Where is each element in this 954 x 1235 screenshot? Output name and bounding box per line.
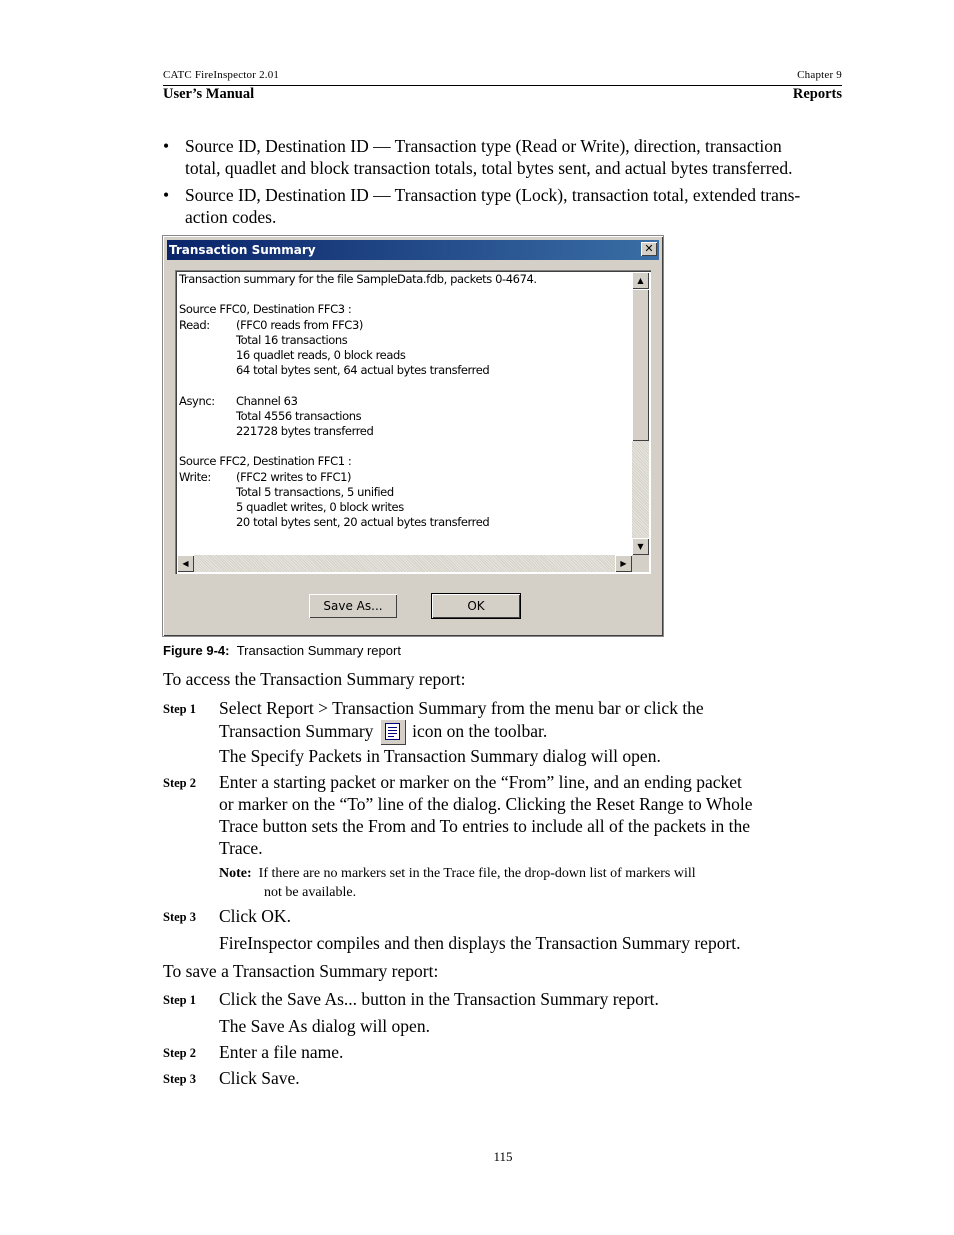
- bullet-glyph: •: [163, 185, 170, 205]
- scroll-up-icon[interactable]: ▲: [632, 272, 649, 289]
- bullet-line: total, quadlet and block transaction totals, total bytes sent, and actual bytes transferred.: [185, 158, 793, 178]
- step-result: The Save As dialog will open.: [219, 1016, 430, 1036]
- bullet-item: [185, 184, 800, 228]
- summary-line-label: Write:: [179, 469, 211, 484]
- bullet-line: Source ID, Destination ID — Transaction type (Lock), transaction total, extended trans-: [185, 185, 801, 205]
- step-result: FireInspector compiles and then displays the Transaction Summary report.: [219, 933, 741, 953]
- dialog-title-bar: [167, 240, 659, 260]
- summary-line: [179, 363, 489, 378]
- transaction-summary-dialog: [162, 235, 664, 637]
- bullet-item: [185, 135, 792, 179]
- step-line: Select Report > Transaction Summary from the menu bar or click the: [219, 698, 704, 718]
- header-chapter: Chapter 9: [797, 69, 842, 81]
- note-text: If there are no markers set in the Trace file, the drop-down list of markers will: [258, 866, 696, 881]
- horizontal-scrollbar[interactable]: [177, 555, 632, 572]
- figure-label: Figure 9-4:: [163, 643, 230, 658]
- step-text: Click OK.: [219, 906, 291, 926]
- summary-line: [179, 272, 537, 287]
- header-manual: User’s Manual: [163, 86, 255, 102]
- summary-line-text: 16 quadlet reads, 0 block reads: [236, 348, 406, 362]
- summary-text-area[interactable]: [175, 270, 651, 574]
- summary-line: [179, 500, 404, 515]
- header-rule: [163, 85, 842, 86]
- summary-line-text: 5 quadlet writes, 0 block writes: [236, 500, 404, 514]
- summary-line-text: Total 16 transactions: [236, 332, 348, 347]
- summary-line-text: (FFC2 writes to FFC1): [236, 469, 352, 484]
- step-label: Step 2: [163, 1046, 196, 1060]
- step-line: or marker on the “To” line of the dialog. Clicking the Reset Range to Whole: [219, 794, 753, 814]
- step-result: The Specify Packets in Transaction Summary dialog will open.: [219, 746, 661, 766]
- note-label: Note:: [219, 866, 252, 881]
- figure-text: Transaction Summary report: [236, 643, 401, 658]
- access-intro: To access the Transaction Summary report:: [163, 669, 466, 689]
- step-line: Trace.: [219, 838, 263, 858]
- step-text: [219, 697, 704, 745]
- scroll-right-icon[interactable]: ▶: [615, 555, 632, 572]
- summary-line: [179, 409, 361, 424]
- bullet-line: Source ID, Destination ID — Transaction type (Read or Write), direction, transaction: [185, 136, 782, 156]
- summary-line-text: Total 4556 transactions: [236, 408, 362, 423]
- scroll-left-icon[interactable]: ◀: [177, 555, 194, 572]
- summary-line-text: Channel 63: [236, 393, 298, 408]
- summary-line-text: Source FFC0, Destination FFC3 :: [179, 302, 352, 317]
- header-product: CATC FireInspector 2.01: [163, 69, 280, 81]
- header-section: Reports: [792, 86, 842, 102]
- save-intro: To save a Transaction Summary report:: [163, 961, 439, 981]
- summary-line-label: Read:: [179, 317, 210, 332]
- summary-line-text: Transaction summary for the file SampleData.fdb, packets 0-4674.: [179, 272, 537, 286]
- summary-line: [179, 318, 363, 333]
- summary-line-text: 20 total bytes sent, 20 actual bytes transferred: [236, 515, 490, 530]
- ok-button[interactable]: OK: [432, 594, 520, 618]
- step-label: Step 3: [163, 910, 196, 924]
- scroll-corner: [632, 555, 649, 572]
- summary-line-text: 221728 bytes transferred: [236, 424, 374, 438]
- step-line-part: Transaction Summary: [219, 721, 374, 741]
- page-number: 115: [493, 1149, 513, 1164]
- step-label: Step 3: [163, 1072, 196, 1086]
- summary-line-text: (FFC0 reads from FFC3): [236, 317, 363, 332]
- step-line: Enter a starting packet or marker on the “From” line, and an ending packet: [219, 772, 742, 792]
- step-line-part: icon on the toolbar.: [412, 721, 548, 741]
- step-text: Click Save.: [219, 1068, 300, 1088]
- step-line: Trace button sets the From and To entries to include all of the packets in the: [219, 816, 750, 836]
- note-text: not be available.: [264, 885, 357, 900]
- summary-line-label: Async:: [179, 393, 215, 408]
- scroll-down-icon[interactable]: ▼: [632, 538, 649, 555]
- step-line: [219, 719, 704, 745]
- summary-line: [179, 348, 406, 363]
- summary-line: [179, 470, 351, 485]
- transaction-summary-icon: [380, 719, 406, 745]
- step-label: Step 1: [163, 993, 196, 1007]
- step-label: Step 1: [163, 702, 196, 716]
- step-text: Enter a file name.: [219, 1042, 344, 1062]
- summary-line-text: Total 5 transactions, 5 unified: [236, 484, 394, 499]
- summary-line: [179, 302, 351, 317]
- step-label: Step 2: [163, 776, 196, 790]
- bullet-glyph: •: [163, 136, 170, 156]
- summary-line: [179, 454, 351, 469]
- dialog-title: Transaction Summary: [169, 243, 316, 257]
- close-icon[interactable]: ✕: [641, 242, 657, 256]
- summary-line: [179, 485, 394, 500]
- note: [219, 864, 696, 902]
- summary-line: [179, 515, 489, 530]
- scroll-thumb[interactable]: [632, 289, 649, 441]
- summary-line-text: 64 total bytes sent, 64 actual bytes transferred: [236, 363, 490, 378]
- save-as-button[interactable]: Save As...: [309, 594, 397, 618]
- bullet-line: action codes.: [185, 207, 277, 227]
- step-text: [219, 771, 753, 859]
- summary-line: [179, 394, 298, 409]
- summary-line: [179, 333, 347, 348]
- summary-line-text: Source FFC2, Destination FFC1 :: [179, 454, 352, 469]
- vertical-scrollbar[interactable]: [632, 272, 649, 555]
- summary-line: [179, 424, 373, 439]
- step-text: Click the Save As... button in the Transaction Summary report.: [219, 989, 659, 1009]
- figure-caption: [163, 643, 401, 658]
